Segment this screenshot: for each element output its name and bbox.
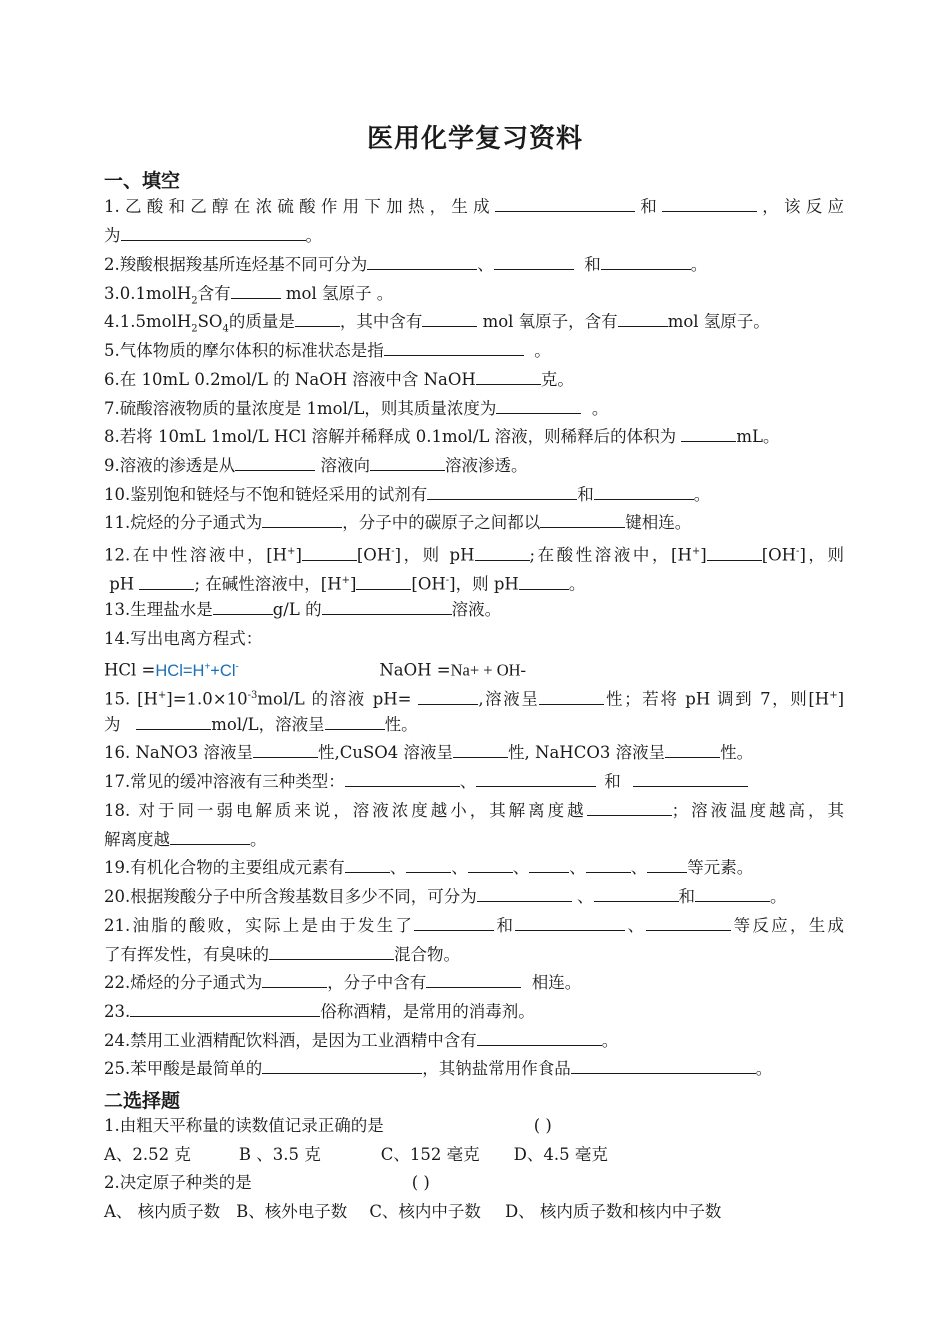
answer-blank[interactable]: [695, 886, 770, 902]
answer-blank[interactable]: [262, 512, 342, 528]
naoh-label: NaOH =: [379, 660, 451, 680]
option-b[interactable]: B 、3.5 克: [238, 1145, 321, 1164]
q15-text-i: 性。: [384, 715, 418, 734]
answer-blank[interactable]: [295, 311, 340, 327]
answer-paren[interactable]: ( ): [533, 1116, 552, 1135]
answer-blank[interactable]: [571, 1058, 756, 1074]
answer-blank[interactable]: [477, 1030, 602, 1046]
separator: 、: [459, 772, 477, 791]
bracket: ]: [700, 545, 707, 565]
option-d[interactable]: D、 核内质子数和核内中子数: [504, 1202, 722, 1221]
answer-blank[interactable]: [529, 857, 569, 873]
q2-text: 2.羧酸根据羧基所连烃基不同可分为: [104, 255, 368, 274]
q16-text: 16. NaNO3 溶液呈: [104, 743, 253, 762]
question-9: [104, 455, 844, 477]
period: 。: [693, 485, 711, 504]
hcl-answer: HCl=H++Cl-: [155, 661, 239, 680]
superscript: -: [391, 546, 395, 557]
q24-text: 24.禁用工业酒精配饮料酒，是因为工业酒精中含有: [104, 1031, 477, 1050]
q15-text-g: 为: [104, 715, 121, 734]
q4-text: 4.1.5molH: [104, 312, 192, 331]
q22-text: 22.烯烃的分子通式为: [104, 973, 263, 992]
question-12: [104, 541, 844, 567]
bracket: ]: [837, 689, 845, 709]
q16-text-b: 性,CuSO4 溶液呈: [317, 743, 454, 762]
question-19: [104, 857, 844, 879]
q12-text-c: [OH: [356, 545, 392, 565]
question-21: [104, 915, 844, 937]
answer-blank[interactable]: [475, 545, 530, 561]
q8-text-b: mL。: [736, 427, 780, 446]
answer-blank[interactable]: [418, 689, 478, 705]
question-12-cont: [104, 570, 844, 596]
answer-blank[interactable]: [662, 196, 757, 212]
answer-blank[interactable]: [453, 742, 508, 758]
answer-blank[interactable]: [587, 800, 672, 816]
option-a[interactable]: A、 核内质子数: [104, 1202, 221, 1221]
question-24: [104, 1030, 844, 1052]
answer-blank[interactable]: [384, 340, 524, 356]
q16-text-c: 性, NaHCO3 溶液呈: [508, 743, 666, 762]
answer-blank[interactable]: [468, 857, 513, 873]
q21-text: 21.油脂的酸败，实际上是由于发生了: [104, 916, 415, 935]
answer-blank[interactable]: [665, 742, 720, 758]
q6-text: 6.在 10mL 0.2mol/L 的 NaOH 溶液中含 NaOH: [104, 370, 476, 389]
c1-question-text: 1.由粗天平称量的读数值记录正确的是: [104, 1116, 384, 1135]
period: 。: [568, 574, 586, 594]
q4-text-c: 的质量是: [228, 312, 295, 331]
answer-blank[interactable]: [519, 574, 569, 590]
q15-text: 15. [H: [104, 689, 158, 709]
choice-2-options: [104, 1201, 844, 1223]
and-text: 和: [604, 772, 621, 791]
period: 。: [534, 341, 551, 360]
answer-blank[interactable]: [170, 829, 250, 845]
superscript: -3: [247, 690, 258, 701]
q4-text-e: mol 氧原子，含有: [482, 312, 618, 331]
answer-blank[interactable]: [539, 689, 604, 705]
q5-text: 5.气体物质的摩尔体积的标准状态是指: [104, 341, 384, 360]
option-a[interactable]: A、2.52 克: [104, 1145, 191, 1164]
q1-text-and: 和: [634, 197, 662, 216]
question-15: [104, 685, 844, 711]
separator: 、: [512, 858, 530, 877]
answer-blank[interactable]: [322, 599, 452, 615]
question-21-cont: [104, 944, 844, 966]
question-11: [104, 512, 844, 534]
question-2: [104, 254, 844, 276]
q9-text-b: 溶液向: [320, 456, 370, 475]
q12-text-i: pH: [109, 574, 135, 594]
choice-1-options: [104, 1144, 844, 1166]
question-1-cont: [104, 225, 844, 247]
answer-blank[interactable]: [496, 398, 581, 414]
choice-question-2: [104, 1172, 844, 1194]
answer-blank[interactable]: [476, 771, 596, 787]
answer-blank[interactable]: [231, 283, 281, 299]
separator: 、: [569, 858, 586, 877]
answer-blank[interactable]: [130, 1001, 320, 1017]
q21-text-f: 混合物。: [394, 945, 460, 964]
q18-text-b: ；溶液温度越高，其: [671, 801, 844, 820]
answer-blank[interactable]: [139, 574, 194, 590]
answer-blank[interactable]: [262, 1058, 422, 1074]
question-18: [104, 800, 844, 822]
period: 。: [250, 830, 267, 849]
subscript: 2: [191, 295, 198, 307]
q9-text: 9.溶液的渗透是从: [104, 456, 236, 475]
question-16: [104, 742, 844, 764]
superscript: -: [445, 575, 450, 586]
q19-text-b: 等元素。: [687, 858, 754, 877]
q15-text-c: mol/L 的溶液 pH=: [257, 689, 412, 709]
q13-text-b: g/L 的: [272, 600, 322, 619]
separator: 、: [630, 858, 648, 877]
superscript: +: [829, 690, 838, 701]
question-18-cont: [104, 829, 844, 851]
q12-text-h: ]，则: [799, 545, 844, 565]
q3-text-b: 含有: [197, 284, 231, 303]
q12-text: 12.在中性溶液中，[H: [104, 545, 288, 565]
q18-text: 18. 对于同一弱电解质来说，溶液浓度越小，其解离度越: [104, 801, 587, 820]
q13-text: 13.生理盐水是: [104, 600, 213, 619]
q4-text-d: ，其中含有: [339, 312, 423, 331]
answer-blank[interactable]: [681, 426, 736, 442]
superscript: +: [157, 690, 167, 701]
period: 。: [770, 887, 787, 906]
answer-blank[interactable]: [427, 484, 577, 500]
answer-blank[interactable]: [633, 771, 748, 787]
q3-text-c: mol 氢原子 。: [285, 284, 394, 303]
period: 。: [690, 255, 708, 274]
q22-text-c: 相连。: [531, 973, 582, 992]
ionization-equations: [104, 656, 844, 682]
q12-text-l: [OH: [411, 574, 446, 594]
period: 。: [601, 1031, 619, 1050]
and-text: 和: [584, 255, 601, 274]
q13-text-c: 溶液。: [451, 600, 502, 619]
answer-blank[interactable]: [356, 574, 411, 590]
q11-text-c: 键相连。: [625, 513, 692, 532]
and-text: 和: [494, 916, 516, 935]
q9-text-c: 溶液渗透。: [445, 456, 528, 475]
answer-blank[interactable]: [121, 225, 306, 241]
period: 。: [305, 226, 322, 245]
q10-text: 10.鉴别饱和链烃与不饱和链烃采用的试剂有: [104, 485, 428, 504]
q19-text: 19.有机化合物的主要组成元素有: [104, 858, 345, 877]
question-13: [104, 599, 844, 621]
q11-text-b: ，分子中的碳原子之间都以: [342, 513, 541, 532]
c2-question-text: 2.决定原子种类的是: [104, 1173, 252, 1192]
q21-text-d: 等反应，生成: [731, 916, 845, 935]
answer-blank[interactable]: [213, 599, 273, 615]
naoh-answer: Na+ + OH-: [450, 660, 527, 680]
q12-text-m: ]，则 pH: [449, 574, 519, 594]
bracket: ]: [295, 545, 302, 565]
period: 。: [591, 399, 609, 418]
answer-blank[interactable]: [601, 254, 691, 270]
hcl-label: HCl =: [104, 660, 156, 680]
answer-blank[interactable]: [422, 311, 477, 327]
separator: 、: [477, 255, 494, 274]
question-10: [104, 484, 844, 506]
q15-text-e: 性；若将 pH 调到 7，则[H: [604, 689, 830, 709]
q1-text-cont: 为: [104, 226, 121, 245]
question-20: [104, 886, 844, 908]
choice-question-1: [104, 1115, 844, 1137]
q20-text: 20.根据羧酸分子中所含羧基数目多少不同，可分为: [104, 887, 477, 906]
question-15-cont: [104, 714, 844, 736]
question-22: [104, 972, 844, 994]
answer-blank[interactable]: [345, 857, 390, 873]
q12-text-e: ;在酸性溶液中，[H: [529, 545, 692, 565]
superscript: +: [341, 575, 350, 586]
answer-paren[interactable]: ( ): [411, 1173, 430, 1192]
answer-blank[interactable]: [476, 369, 541, 385]
answer-blank[interactable]: [136, 714, 211, 730]
question-1: [104, 196, 844, 218]
q22-text-b: ，分子中含有: [327, 973, 427, 992]
and-text: 和: [678, 887, 695, 906]
q17-text: 17.常见的缓冲溶液有三种类型：: [104, 772, 345, 791]
answer-blank[interactable]: [370, 455, 445, 471]
option-c[interactable]: C、核内中子数: [369, 1202, 481, 1221]
period: 。: [755, 1059, 773, 1078]
option-c[interactable]: C、152 毫克: [380, 1145, 480, 1164]
q15-text-h: mol/L，溶液呈: [211, 715, 325, 734]
q15-text-b: ]=1.0×10: [166, 689, 248, 709]
question-8: [104, 426, 844, 448]
question-5: [104, 340, 844, 362]
answer-blank[interactable]: [647, 857, 687, 873]
answer-blank[interactable]: [540, 512, 625, 528]
superscript: -: [796, 546, 800, 557]
answer-blank[interactable]: [426, 972, 521, 988]
superscript: +: [287, 546, 296, 557]
answer-blank[interactable]: [515, 915, 625, 931]
q6-text-b: 克。: [540, 370, 574, 389]
q18-text-c: 解离度越: [104, 830, 170, 849]
answer-blank[interactable]: [414, 915, 494, 931]
q16-text-d: 性。: [720, 743, 754, 762]
separator: 、: [625, 916, 647, 935]
and-text: 和: [577, 485, 594, 504]
question-3: [104, 283, 844, 312]
question-17: [104, 771, 844, 793]
q12-text-j: ; 在碱性溶液中，[H: [194, 574, 342, 594]
separator: 、: [451, 858, 468, 877]
option-b[interactable]: B、核外电子数: [236, 1202, 348, 1221]
separator: 、: [577, 887, 594, 906]
answer-blank[interactable]: [495, 196, 635, 212]
subscript: 2: [191, 323, 198, 335]
q23-text-b: 俗称酒精，是常用的消毒剂。: [320, 1002, 535, 1021]
answer-blank[interactable]: [594, 886, 679, 902]
q25-text: 25.苯甲酸是最简单的: [104, 1059, 263, 1078]
answer-blank[interactable]: [406, 857, 451, 873]
answer-blank[interactable]: [235, 455, 315, 471]
q1-text: 1.乙酸和乙醇在浓硫酸作用下加热，生成: [104, 197, 495, 216]
section-heading-multiple-choice: 二选择题: [104, 1090, 181, 1112]
answer-blank[interactable]: [618, 311, 668, 327]
question-7: [104, 398, 844, 420]
subscript: 4: [222, 323, 229, 335]
answer-blank[interactable]: [345, 771, 460, 787]
answer-blank[interactable]: [494, 254, 574, 270]
option-d[interactable]: D、4.5 毫克: [513, 1145, 608, 1164]
q14-text: 14.写出电离方程式：: [104, 629, 263, 648]
q3-text: 3.0.1molH: [104, 284, 192, 303]
q12-text-g: [OH: [761, 545, 797, 565]
q1-text-tail: ，该反应: [756, 197, 845, 216]
q12-text-d: ]，则 pH: [394, 545, 475, 565]
answer-blank[interactable]: [325, 714, 385, 730]
answer-blank[interactable]: [477, 886, 572, 902]
q21-text-e: 了有挥发性，有臭味的: [104, 945, 269, 964]
answer-blank[interactable]: [262, 972, 327, 988]
answer-blank[interactable]: [707, 545, 762, 561]
question-23: [104, 1001, 844, 1023]
separator: 、: [389, 858, 407, 877]
superscript: +: [691, 546, 701, 557]
q4-text-f: mol 氢原子。: [667, 312, 770, 331]
answer-blank[interactable]: [646, 915, 731, 931]
answer-blank[interactable]: [269, 944, 394, 960]
q23-text: 23.: [104, 1002, 131, 1021]
page-title: 医用化学复习资料: [366, 124, 583, 154]
answer-blank[interactable]: [302, 545, 357, 561]
answer-blank[interactable]: [594, 484, 694, 500]
question-25: [104, 1058, 844, 1080]
answer-blank[interactable]: [367, 254, 477, 270]
answer-blank[interactable]: [253, 742, 318, 758]
question-14: [104, 628, 844, 650]
question-4: [104, 311, 844, 340]
q7-text: 7.硫酸溶液物质的量浓度是 1mol/L，则其质量浓度为: [104, 399, 497, 418]
bracket: ]: [349, 574, 357, 594]
q11-text: 11.烷烃的分子通式为: [104, 513, 263, 532]
q25-text-b: ，其钠盐常用作食品: [422, 1059, 571, 1078]
section-heading-fill-blank: 一、填空: [104, 170, 181, 192]
q4-text-b: SO: [197, 312, 223, 331]
answer-blank[interactable]: [586, 857, 631, 873]
question-6: [104, 369, 844, 391]
q15-text-d: ,溶液呈: [478, 689, 540, 709]
q8-text: 8.若将 10mL 1mol/L HCl 溶解并稀释成 0.1mol/L 溶液，则稀释后的体积为: [104, 427, 677, 446]
